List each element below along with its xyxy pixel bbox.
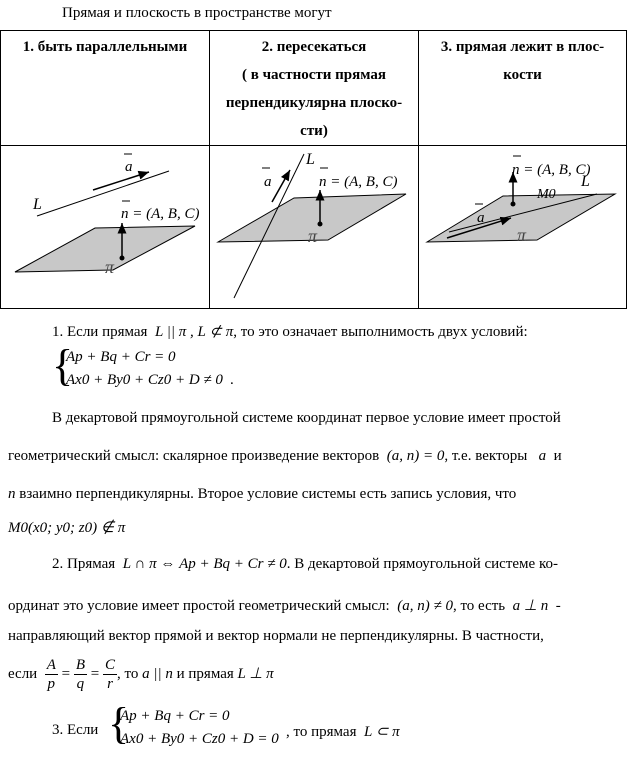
para1-eq1: Ap + Bq + Cr = 0 xyxy=(66,349,176,365)
label-a: a xyxy=(125,159,133,175)
header-intersect: 2. пересекаться ( в частности прямая перпендикулярна плоско- сти) xyxy=(210,31,419,146)
para2-line3: n взаимно перпендикулярны. Второе условие системы есть запись условия, что xyxy=(8,486,517,502)
para2-line2: геометрический смысл: скалярное произведение векторов (a, n) = 0, т.е. векторы a и xyxy=(8,448,562,464)
label-m0: M0 xyxy=(537,187,556,202)
para4-text-b: , то прямая L ⊂ π xyxy=(286,724,400,740)
system-brace-2: { xyxy=(108,699,130,748)
header-parallel: 1. быть параллельными xyxy=(1,31,210,146)
label-plane: π xyxy=(308,226,318,246)
para1-dot: . xyxy=(230,372,234,388)
label-plane: π xyxy=(105,257,115,277)
figure-lies-in xyxy=(419,146,627,309)
para3-line2: ординат это условие имеет простой геометрический смысл: (a, n) ≠ 0, то есть a ⊥ n - xyxy=(8,598,561,614)
para1-line1: 1. Если прямая L || π , L ⊄ π, то это означает выполнимость двух условий: xyxy=(52,324,528,340)
para3-line4: если $\frac{A}{p}$ = $\frac{B}{q}$ = $\frac{C}{r}$ , то a || n и прямая L ⊥ π xyxy=(8,657,274,692)
para4-eq1: Ap + Bq + Cr = 0 xyxy=(120,708,230,724)
para4-text-a: 3. Если xyxy=(52,722,99,738)
para2-line1: В декартовой прямоугольной системе координат первое условие имеет простой xyxy=(52,410,561,426)
label-normal: n = (A, B, C) xyxy=(512,162,591,178)
system-brace-1: { xyxy=(52,341,74,390)
header-lies-in: 3. прямая лежит в плос- кости xyxy=(419,31,627,146)
vector-a xyxy=(272,170,290,202)
para3-line3: направляющий вектор прямой и вектор нормали не перпендикулярны. В частности, xyxy=(8,628,544,644)
para1-eq2: Ax0 + By0 + Cz0 + D ≠ 0 xyxy=(66,372,223,388)
fraction-b-q: $\frac{B}{q}$ xyxy=(75,657,86,692)
label-a: a xyxy=(264,174,272,190)
label-l: L xyxy=(581,173,590,190)
label-a: a xyxy=(477,210,485,226)
cases-table xyxy=(0,30,627,309)
para3-line1: 2. Прямая L ∩ π ⇔ Ap + Bq + Cr ≠ 0. В декартовой прямоугольной системе ко- xyxy=(52,556,558,572)
para4-eq2: Ax0 + By0 + Cz0 + D = 0 xyxy=(120,731,279,747)
para2-line4: M0(x0; y0; z0) ∉ π xyxy=(8,520,126,536)
label-l: L xyxy=(306,151,315,168)
label-plane: π xyxy=(517,225,527,245)
label-normal: n = (A, B, C) xyxy=(319,174,398,190)
label-normal: n = (A, B, C) xyxy=(121,206,200,222)
fraction-a-p: $\frac{A}{p}$ xyxy=(46,657,56,692)
label-l: L xyxy=(33,196,42,213)
intro-text: Прямая и плоскость в пространстве могут xyxy=(62,5,332,21)
figure-parallel xyxy=(1,146,210,309)
fraction-c-r: $\frac{C}{r}$ xyxy=(104,657,115,692)
figure-intersect xyxy=(210,146,419,309)
